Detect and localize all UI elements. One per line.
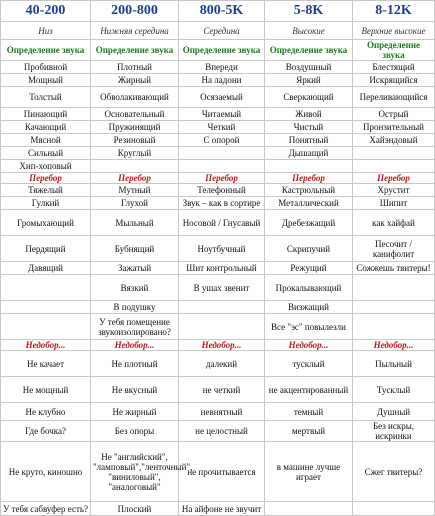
lack-row xyxy=(1,403,435,421)
definition-row-cell: Качающий xyxy=(1,121,91,134)
definition-row-cell: Резиновый xyxy=(91,134,179,147)
lack-row-cell: Не плотный xyxy=(91,351,179,377)
section-definition-row-cell: Определение звука xyxy=(91,40,179,61)
excess-row-cell xyxy=(353,275,435,301)
section-definition-row-cell: Определение звука xyxy=(179,40,265,61)
excess-row-cell xyxy=(1,314,91,340)
section-excess-row-cell: Перебор xyxy=(353,173,435,184)
definition-row-cell: Плотный xyxy=(91,61,179,74)
definition-row-cell: Искрящийся xyxy=(353,74,435,87)
definition-row-cell: Чистый xyxy=(265,121,353,134)
excess-row-cell: В ушах звенит xyxy=(179,275,265,301)
excess-row-cell: Песочит / канифолит xyxy=(353,236,435,262)
excess-row-cell: Бубнящий xyxy=(91,236,179,262)
excess-row xyxy=(1,210,435,236)
lack-row-cell: На айфоне не звучит xyxy=(179,502,265,516)
section-definition-row-cell: Определение звука xyxy=(265,40,353,61)
lack-row-cell: не акцентированный xyxy=(265,377,353,403)
lack-row xyxy=(1,351,435,377)
section-excess-row-cell: Перебор xyxy=(179,173,265,184)
excess-row-cell: Мутный xyxy=(91,184,179,197)
definition-row-cell: Понятный xyxy=(265,134,353,147)
lack-row-cell: Не круто, киношно xyxy=(1,442,91,502)
excess-row-cell: Глухой xyxy=(91,197,179,210)
definition-row-cell: Хип-хоповый xyxy=(1,160,91,173)
definition-row-cell: Четкий xyxy=(179,121,265,134)
lack-row xyxy=(1,502,435,516)
excess-row-cell: Тяжелый xyxy=(1,184,91,197)
definition-row xyxy=(1,108,435,121)
section-definition-row xyxy=(1,40,435,61)
definition-row-cell: Обволакивающий xyxy=(91,87,179,108)
definition-row-cell: Читаемый xyxy=(179,108,265,121)
lack-row-cell: Без искры, искринки xyxy=(353,421,435,442)
excess-row xyxy=(1,262,435,275)
excess-row-cell: Скрипучий xyxy=(265,236,353,262)
excess-row-cell: Вязкий xyxy=(91,275,179,301)
excess-row-cell: Металлический xyxy=(265,197,353,210)
lack-row-cell: невнятный xyxy=(179,403,265,421)
section-definition-row-cell: Определение звука xyxy=(353,40,435,61)
range-name-row-cell: Нижняя середина xyxy=(91,22,179,40)
lack-row xyxy=(1,421,435,442)
excess-row xyxy=(1,197,435,210)
frequency-header-row-cell: 5-8K xyxy=(265,1,353,22)
excess-row-cell: Кастрюльный xyxy=(265,184,353,197)
lack-row-cell: далекий xyxy=(179,351,265,377)
definition-row-cell xyxy=(353,160,435,173)
excess-row-cell xyxy=(1,275,91,301)
excess-row-cell: Зажатый xyxy=(91,262,179,275)
excess-row-cell: Мыльный xyxy=(91,210,179,236)
definition-row-cell: Сильный xyxy=(1,147,91,160)
range-name-row xyxy=(1,22,435,40)
definition-row xyxy=(1,160,435,173)
lack-row-cell: Сжег твитеры? xyxy=(353,442,435,502)
section-lack-row xyxy=(1,340,435,351)
definition-row-cell: Дышащий xyxy=(265,147,353,160)
excess-row-cell: Давящий xyxy=(1,262,91,275)
lack-row-cell: мертвый xyxy=(265,421,353,442)
section-excess-row-cell: Перебор xyxy=(1,173,91,184)
excess-row-cell: У тебя помещение звукоизолировано? xyxy=(91,314,179,340)
excess-row-cell: как хайфай xyxy=(353,210,435,236)
definition-row-cell: Жирный xyxy=(91,74,179,87)
range-name-row-cell: Высокие xyxy=(265,22,353,40)
definition-row-cell: Толстый xyxy=(1,87,91,108)
lack-row-cell: Не мощный xyxy=(1,377,91,403)
definition-row-cell: Пинающий xyxy=(1,108,91,121)
definition-row-cell: Хайэндовый xyxy=(353,134,435,147)
definition-row-cell xyxy=(91,160,179,173)
frequency-header-row-cell: 8-12K xyxy=(353,1,435,22)
lack-row-cell: Не "английский", "ламповый","ленточный", "виниловый", "аналоговый" xyxy=(91,442,179,502)
excess-row-cell: Гулкий xyxy=(1,197,91,210)
definition-row-cell xyxy=(353,147,435,160)
definition-row-cell: Основательный xyxy=(91,108,179,121)
range-name-row-cell: Середина xyxy=(179,22,265,40)
definition-row xyxy=(1,121,435,134)
lack-row-cell: Плоский xyxy=(91,502,179,516)
excess-row-cell: Ноутбучный xyxy=(179,236,265,262)
section-lack-row-cell: Недобор... xyxy=(353,340,435,351)
excess-row xyxy=(1,236,435,262)
section-lack-row-cell: Недобор... xyxy=(179,340,265,351)
definition-row-cell: Мощный xyxy=(1,74,91,87)
excess-row-cell xyxy=(353,301,435,314)
definition-row xyxy=(1,87,435,108)
excess-row xyxy=(1,314,435,340)
table-body xyxy=(1,1,435,516)
definition-row-cell: Пружинящий xyxy=(91,121,179,134)
lack-row-cell: не целостный xyxy=(179,421,265,442)
excess-row xyxy=(1,184,435,197)
definition-row-cell: На ладони xyxy=(179,74,265,87)
section-excess-row-cell: Перебор xyxy=(91,173,179,184)
lack-row-cell xyxy=(353,502,435,516)
lack-row-cell: темный xyxy=(265,403,353,421)
definition-row-cell xyxy=(179,147,265,160)
lack-row-cell: Не клубно xyxy=(1,403,91,421)
excess-row-cell: Пердящий xyxy=(1,236,91,262)
definition-row xyxy=(1,147,435,160)
excess-row-cell: Звук – как в сортире xyxy=(179,197,265,210)
excess-row-cell: Режущий xyxy=(265,262,353,275)
frequency-header-row-cell: 800-5K xyxy=(179,1,265,22)
excess-row-cell: Дребезжащий xyxy=(265,210,353,236)
excess-row-cell: Прокалывающий xyxy=(265,275,353,301)
excess-row xyxy=(1,301,435,314)
frequency-header-row-cell: 40-200 xyxy=(1,1,91,22)
definition-row xyxy=(1,74,435,87)
definition-row-cell: Яркий xyxy=(265,74,353,87)
section-excess-row-cell: Перебор xyxy=(265,173,353,184)
lack-row-cell xyxy=(265,502,353,516)
definition-row-cell: С опорой xyxy=(179,134,265,147)
frequency-header-row-cell: 200-800 xyxy=(91,1,179,22)
frequency-header-row xyxy=(1,1,435,22)
definition-row-cell: Сверкающий xyxy=(265,87,353,108)
section-lack-row-cell: Недобор... xyxy=(265,340,353,351)
lack-row-cell: тусклый xyxy=(265,351,353,377)
definition-row-cell xyxy=(265,160,353,173)
lack-row-cell: в машине лучше играет xyxy=(265,442,353,502)
excess-row-cell: Все "эс" повылезли xyxy=(265,314,353,340)
range-name-row-cell: Верхние высокие xyxy=(353,22,435,40)
lack-row-cell: Не вкусный xyxy=(91,377,179,403)
lack-row xyxy=(1,442,435,502)
section-lack-row-cell: Недобор... xyxy=(1,340,91,351)
lack-row-cell: Душный xyxy=(353,403,435,421)
definition-row-cell: Круглый xyxy=(91,147,179,160)
definition-row-cell: Мясной xyxy=(1,134,91,147)
excess-row-cell xyxy=(179,314,265,340)
section-lack-row-cell: Недобор... xyxy=(91,340,179,351)
section-excess-row xyxy=(1,173,435,184)
excess-row-cell: Шит контрольный xyxy=(179,262,265,275)
definition-row-cell: Переливающийся xyxy=(353,87,435,108)
definition-row-cell: Пронзительный xyxy=(353,121,435,134)
lack-row-cell: Не жирный xyxy=(91,403,179,421)
excess-row-cell xyxy=(179,301,265,314)
excess-row-cell: Громыхающий xyxy=(1,210,91,236)
lack-row-cell: Тусклый xyxy=(353,377,435,403)
excess-row-cell: Сожжешь твитеры! xyxy=(353,262,435,275)
definition-row-cell: Впереди xyxy=(179,61,265,74)
range-name-row-cell: Низ xyxy=(1,22,91,40)
excess-row-cell: Носовой / Гнусавый xyxy=(179,210,265,236)
definition-row-cell: Острый xyxy=(353,108,435,121)
excess-row xyxy=(1,275,435,301)
excess-row-cell: Телефонный xyxy=(179,184,265,197)
lack-row-cell: У тебя сабвуфер есть? xyxy=(1,502,91,516)
lack-row-cell: Пыльный xyxy=(353,351,435,377)
lack-row-cell: Без опоры xyxy=(91,421,179,442)
definition-row-cell xyxy=(179,160,265,173)
definition-row-cell: Воздушный xyxy=(265,61,353,74)
definition-row-cell: Живой xyxy=(265,108,353,121)
excess-row-cell xyxy=(353,314,435,340)
excess-row-cell: В подушку xyxy=(91,301,179,314)
excess-row-cell: Визжащий xyxy=(265,301,353,314)
definition-row-cell: Пробивной xyxy=(1,61,91,74)
excess-row-cell: Шипит xyxy=(353,197,435,210)
lack-row-cell: не четкий xyxy=(179,377,265,403)
lack-row-cell: Где бочка? xyxy=(1,421,91,442)
lack-row-cell: не прочитывается xyxy=(179,442,265,502)
definition-row-cell: Блестящий xyxy=(353,61,435,74)
lack-row xyxy=(1,377,435,403)
excess-row-cell xyxy=(1,301,91,314)
excess-row-cell: Хрустит xyxy=(353,184,435,197)
lack-row-cell: Не качает xyxy=(1,351,91,377)
definition-row xyxy=(1,134,435,147)
definition-row xyxy=(1,61,435,74)
definition-row-cell: Осязаемый xyxy=(179,87,265,108)
section-definition-row-cell: Определение звука xyxy=(1,40,91,61)
